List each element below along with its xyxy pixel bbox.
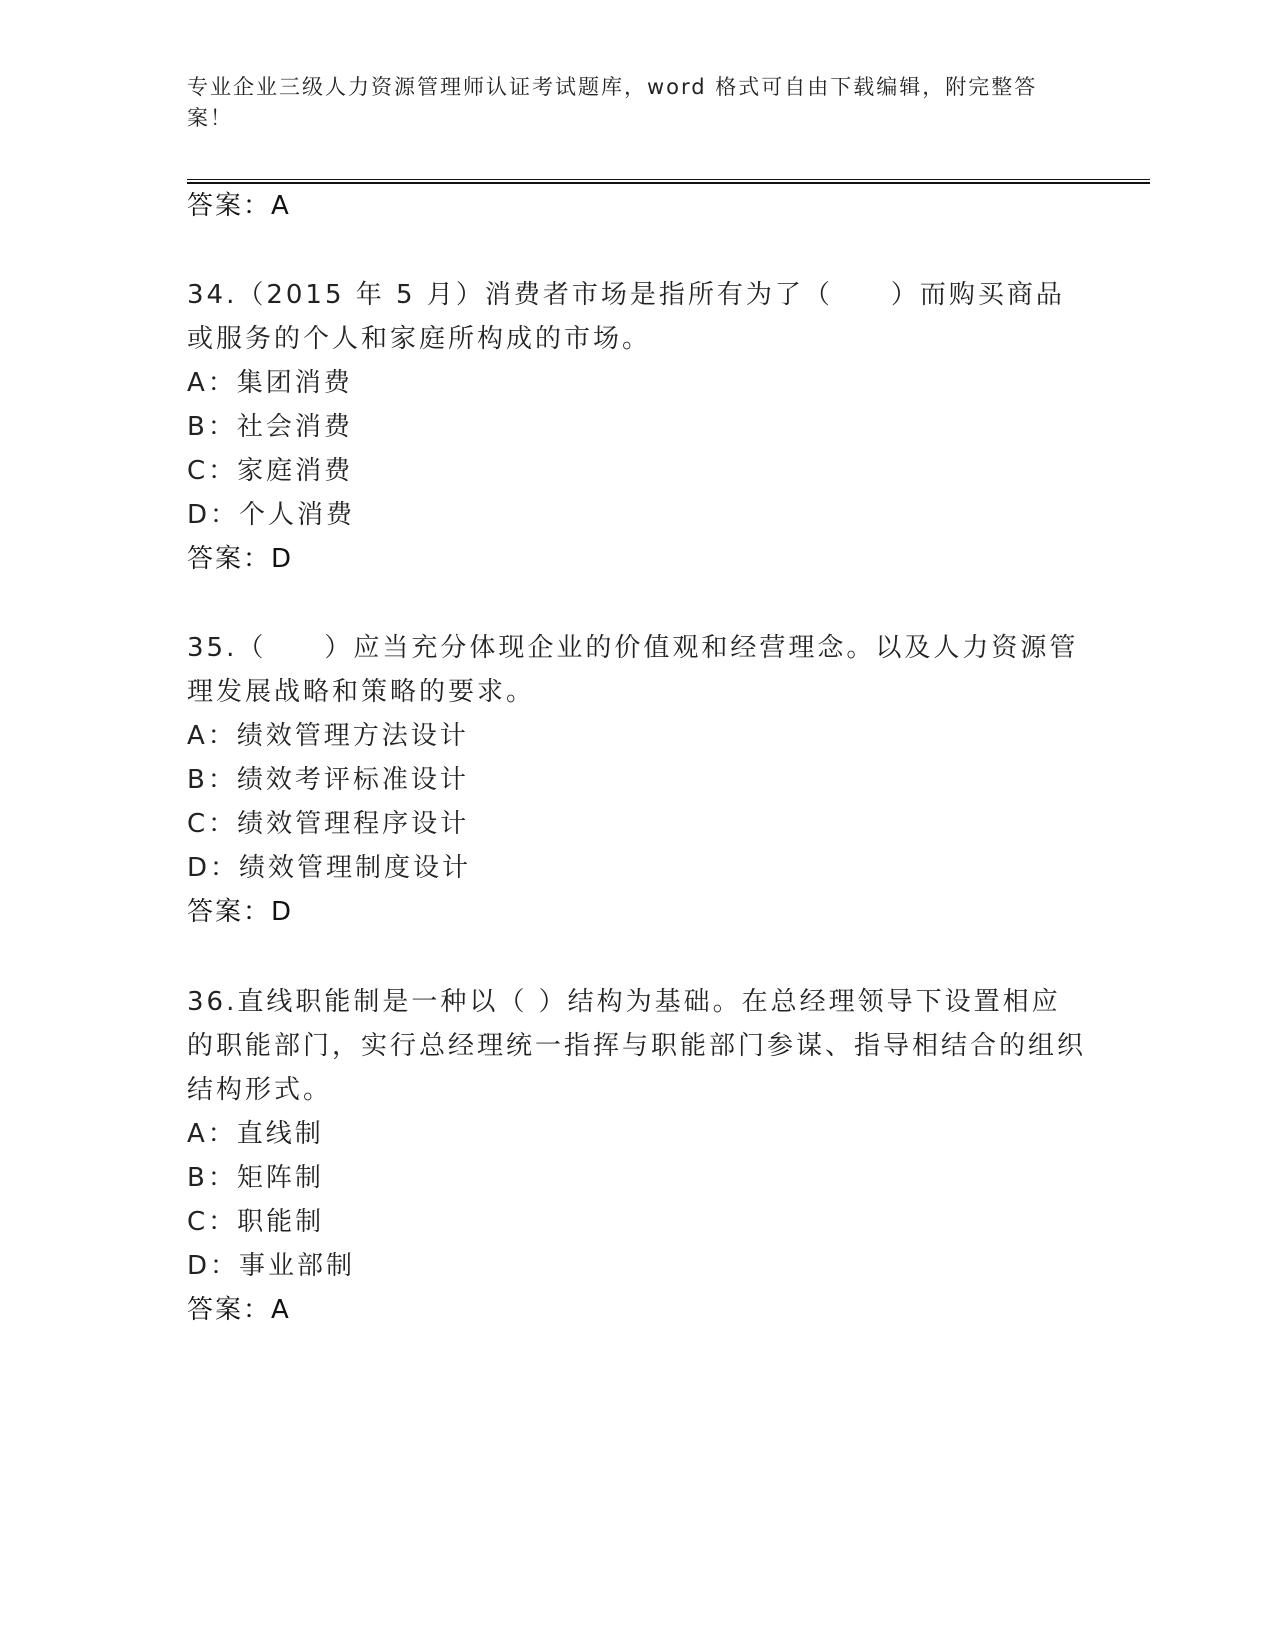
question-36-option-c: C：职能制 (187, 1207, 325, 1237)
question-34-option-d: D：个人消费 (187, 500, 356, 530)
question-35-answer: 答案：D (187, 897, 294, 927)
question-34-answer: 答案：D (187, 544, 294, 574)
question-35-option-c: C：绩效管理程序设计 (187, 809, 470, 839)
question-34-option-c: C：家庭消费 (187, 456, 354, 486)
document-header: 专业企业三级人力资源管理师认证考试题库，word 格式可自由下载编辑，附完整答案！ (187, 75, 1038, 130)
question-36-option-a: A：直线制 (187, 1119, 324, 1149)
question-35-option-b: B：绩效考评标准设计 (187, 765, 469, 795)
question-34-text: 34.（2015 年 5 月）消费者市场是指所有为了（ ）而购买商品或服务的个人和家庭所构成的市场。 (187, 280, 1065, 354)
question-36-option-b: B：矩阵制 (187, 1163, 324, 1193)
answer-prev: 答案：A (187, 191, 291, 221)
question-36-option-d: D：事业部制 (187, 1251, 356, 1281)
question-34-option-a: A：集团消费 (187, 368, 353, 398)
question-35-text: 35.（ ）应当充分体现企业的价值观和经营理念。以及人力资源管理发展战略和策略的要求。 (187, 633, 1079, 707)
question-36-answer: 答案：A (187, 1295, 291, 1325)
question-35-option-d: D：绩效管理制度设计 (187, 853, 472, 883)
header-divider (187, 179, 1150, 184)
question-34-option-b: B：社会消费 (187, 412, 353, 442)
question-35-option-a: A：绩效管理方法设计 (187, 721, 469, 751)
question-36-text: 36.直线职能制是一种以（ ）结构为基础。在总经理领导下设置相应的职能部门，实行总经理统一指挥与职能部门参谋、指导相结合的组织结构形式。 (187, 987, 1087, 1105)
